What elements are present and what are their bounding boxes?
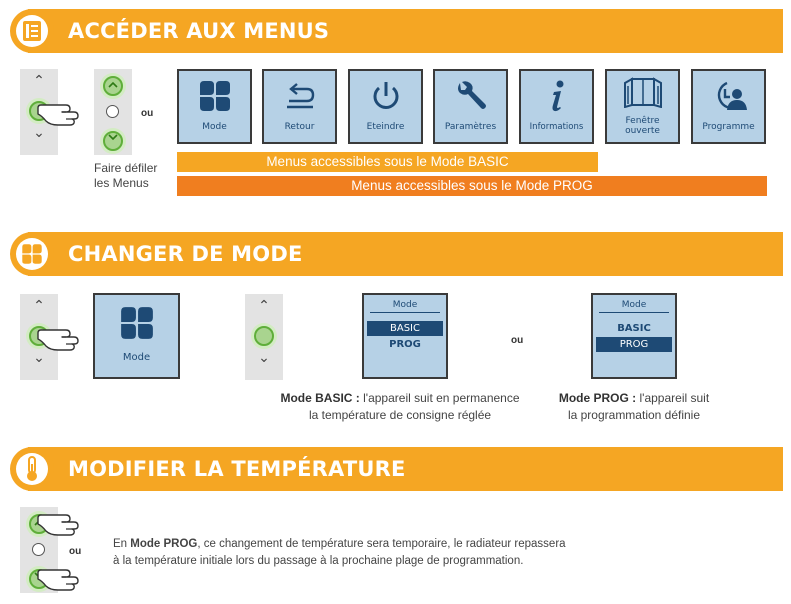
section-banner-menus	[10, 9, 783, 53]
pointing-hand-icon	[36, 96, 82, 130]
wrench-icon	[454, 79, 488, 113]
mode-screen-basic	[362, 293, 448, 379]
chevron-up-icon	[106, 80, 120, 90]
menu-list-icon	[22, 20, 42, 42]
section-banner-mode	[10, 232, 783, 276]
scroll-caption: Faire défiler les Menus	[94, 161, 158, 190]
ok-button[interactable]	[254, 326, 274, 346]
tile-label: Programme	[702, 122, 755, 132]
screen-header: Mode	[621, 300, 647, 310]
option-prog-selected[interactable]: PROG	[596, 337, 672, 352]
thermometer-icon	[24, 456, 40, 482]
basic-caption: Mode BASIC : l'appareil suit en permanence la température de consigne réglée	[280, 391, 520, 422]
chevron-down-icon	[106, 132, 120, 142]
pointing-hand-icon	[36, 321, 82, 355]
tile-label: Eteindre	[366, 122, 405, 132]
four-petal-mode-icon	[119, 305, 155, 341]
tile-label: Fenêtre ouverte	[625, 116, 660, 136]
section-title: CHANGER DE MODE	[68, 242, 303, 266]
section-title: MODIFIER LA TEMPÉRATURE	[68, 457, 406, 481]
ok-button[interactable]	[106, 105, 119, 118]
four-petal-mode-icon	[198, 79, 232, 113]
info-icon	[540, 79, 574, 113]
screen-header: Mode	[392, 300, 418, 310]
pointing-hand-icon	[36, 506, 82, 540]
chevron-up-icon[interactable]: ⌃	[33, 298, 45, 314]
menu-tile-fenetre-ouverte[interactable]	[605, 69, 680, 144]
menu-tile-parametres[interactable]	[433, 69, 508, 144]
or-label: ou	[69, 546, 82, 557]
user-clock-icon	[711, 79, 747, 113]
chevron-down-icon[interactable]: ⌄	[33, 350, 45, 366]
open-window-icon	[624, 76, 662, 108]
basic-menus-bar: Menus accessibles sous le Mode BASIC	[177, 152, 598, 172]
ok-button[interactable]	[32, 543, 45, 556]
section-banner-temperature	[10, 447, 783, 491]
chevron-down-icon[interactable]: ⌄	[33, 125, 45, 141]
chevron-up-icon[interactable]: ⌃	[33, 73, 45, 89]
tile-label: Retour	[284, 122, 315, 132]
menu-tile-mode[interactable]	[177, 69, 252, 144]
menu-tile-informations[interactable]	[519, 69, 594, 144]
menu-tile-eteindre[interactable]	[348, 69, 423, 144]
mode-tile[interactable]	[93, 293, 180, 379]
option-basic[interactable]: BASIC	[617, 323, 651, 334]
power-icon	[369, 79, 403, 113]
chevron-up-icon[interactable]: ⌃	[258, 298, 270, 314]
temp-note: En Mode PROG, ce changement de température sera temporaire, le radiateur repassera à la température initiale lors du passage à la prochaine plage de programmation.	[113, 538, 566, 567]
prog-caption: Mode PROG : l'appareil suit la programmation définie	[558, 391, 710, 422]
menu-tile-retour[interactable]	[262, 69, 337, 144]
or-label: ou	[141, 108, 154, 119]
tile-label: Informations	[529, 122, 584, 132]
remote-control	[245, 294, 283, 380]
option-prog[interactable]: PROG	[389, 339, 421, 350]
tile-label: Paramètres	[444, 122, 497, 132]
prog-menus-bar: Menus accessibles sous le Mode PROG	[177, 176, 767, 196]
four-petal-mode-icon	[21, 243, 43, 265]
tile-label: Mode	[122, 352, 151, 363]
tile-label: Mode	[202, 122, 227, 132]
section-title: ACCÉDER AUX MENUS	[68, 19, 330, 43]
chevron-down-icon[interactable]: ⌄	[258, 350, 270, 366]
pointing-hand-icon	[36, 561, 82, 595]
or-label: ou	[511, 335, 524, 346]
menu-tile-programme[interactable]	[691, 69, 766, 144]
option-basic-selected[interactable]: BASIC	[367, 321, 443, 336]
mode-screen-prog	[591, 293, 677, 379]
return-arrow-icon	[283, 79, 317, 113]
